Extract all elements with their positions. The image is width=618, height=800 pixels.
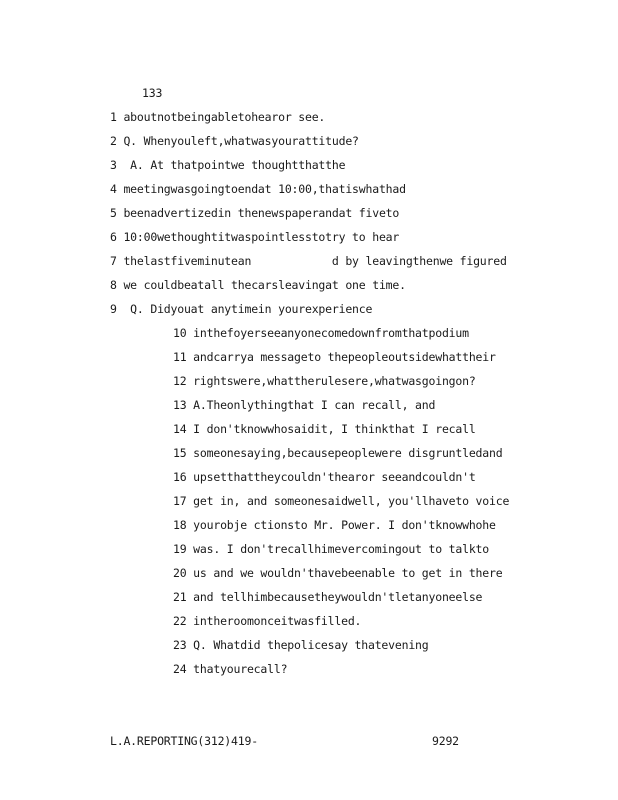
transcript-line-4: 4 meetingwasgoingtoendat 10:00,thatiswhathad — [110, 182, 406, 196]
transcript-line-23: 23 Q. Whatdid thepolicesay thatevening — [173, 638, 429, 652]
transcript-line-7: 7 thelastfiveminutean d by leavingthenwe figured — [110, 254, 507, 268]
transcript-line-22: 22 intheroomonceitwasfilled. — [173, 614, 362, 628]
transcript-line-24: 24 thatyourecall? — [173, 662, 288, 676]
transcript-line-2: 2 Q. Whenyouleft,whatwasyourattitude? — [110, 134, 359, 148]
transcript-line-18: 18 yourobje ctionsto Mr. Power. I don'tknowwhohe — [173, 518, 496, 532]
transcript-line-15: 15 someonesaying,becausepeoplewere disgruntledand — [173, 446, 503, 460]
transcript-line-20: 20 us and we wouldn'thavebeenable to get in there — [173, 566, 503, 580]
transcript-line-11: 11 andcarrya messageto thepeopleoutsidewhattheir — [173, 350, 496, 364]
transcript-line-21: 21 and tellhimbecausetheywouldn'tletanyoneelse — [173, 590, 483, 604]
footer-number: 9292 — [432, 734, 459, 748]
transcript-line-8: 8 we couldbeatall thecarsleavingat one time. — [110, 278, 406, 292]
page-number: 133 — [142, 86, 163, 100]
transcript-line-13: 13 A.Theonlythingthat I can recall, and — [173, 398, 436, 412]
transcript-line-12: 12 rightswere,whattherulesere,whatwasgoingon? — [173, 374, 476, 388]
transcript-line-17: 17 get in, and someonesaidwell, you'llhaveto voice — [173, 494, 510, 508]
transcript-line-19: 19 was. I don'trecallhimevercomingout to talkto — [173, 542, 490, 556]
transcript-line-10: 10 inthefoyerseeanyonecomedownfromthatpodium — [173, 326, 469, 340]
transcript-line-5: 5 beenadvertizedin thenewspaperandat fiveto — [110, 206, 400, 220]
transcript-line-16: 16 upsetthattheycouldn'thearor seeandcouldn't — [173, 470, 476, 484]
footer-reporter: L.A.REPORTING(312)419- — [110, 734, 258, 748]
transcript-line-3: 3 A. At thatpointwe thoughtthatthe — [110, 158, 346, 172]
transcript-line-9: 9 Q. Didyouat anytimein yourexperience — [110, 302, 373, 316]
transcript-line-1: 1 aboutnotbeingabletohearor see. — [110, 110, 326, 124]
transcript-line-14: 14 I don'tknowwhosaidit, I thinkthat I recall — [173, 422, 476, 436]
transcript-line-6: 6 10:00wethoughtitwaspointlesstotry to hear — [110, 230, 400, 244]
